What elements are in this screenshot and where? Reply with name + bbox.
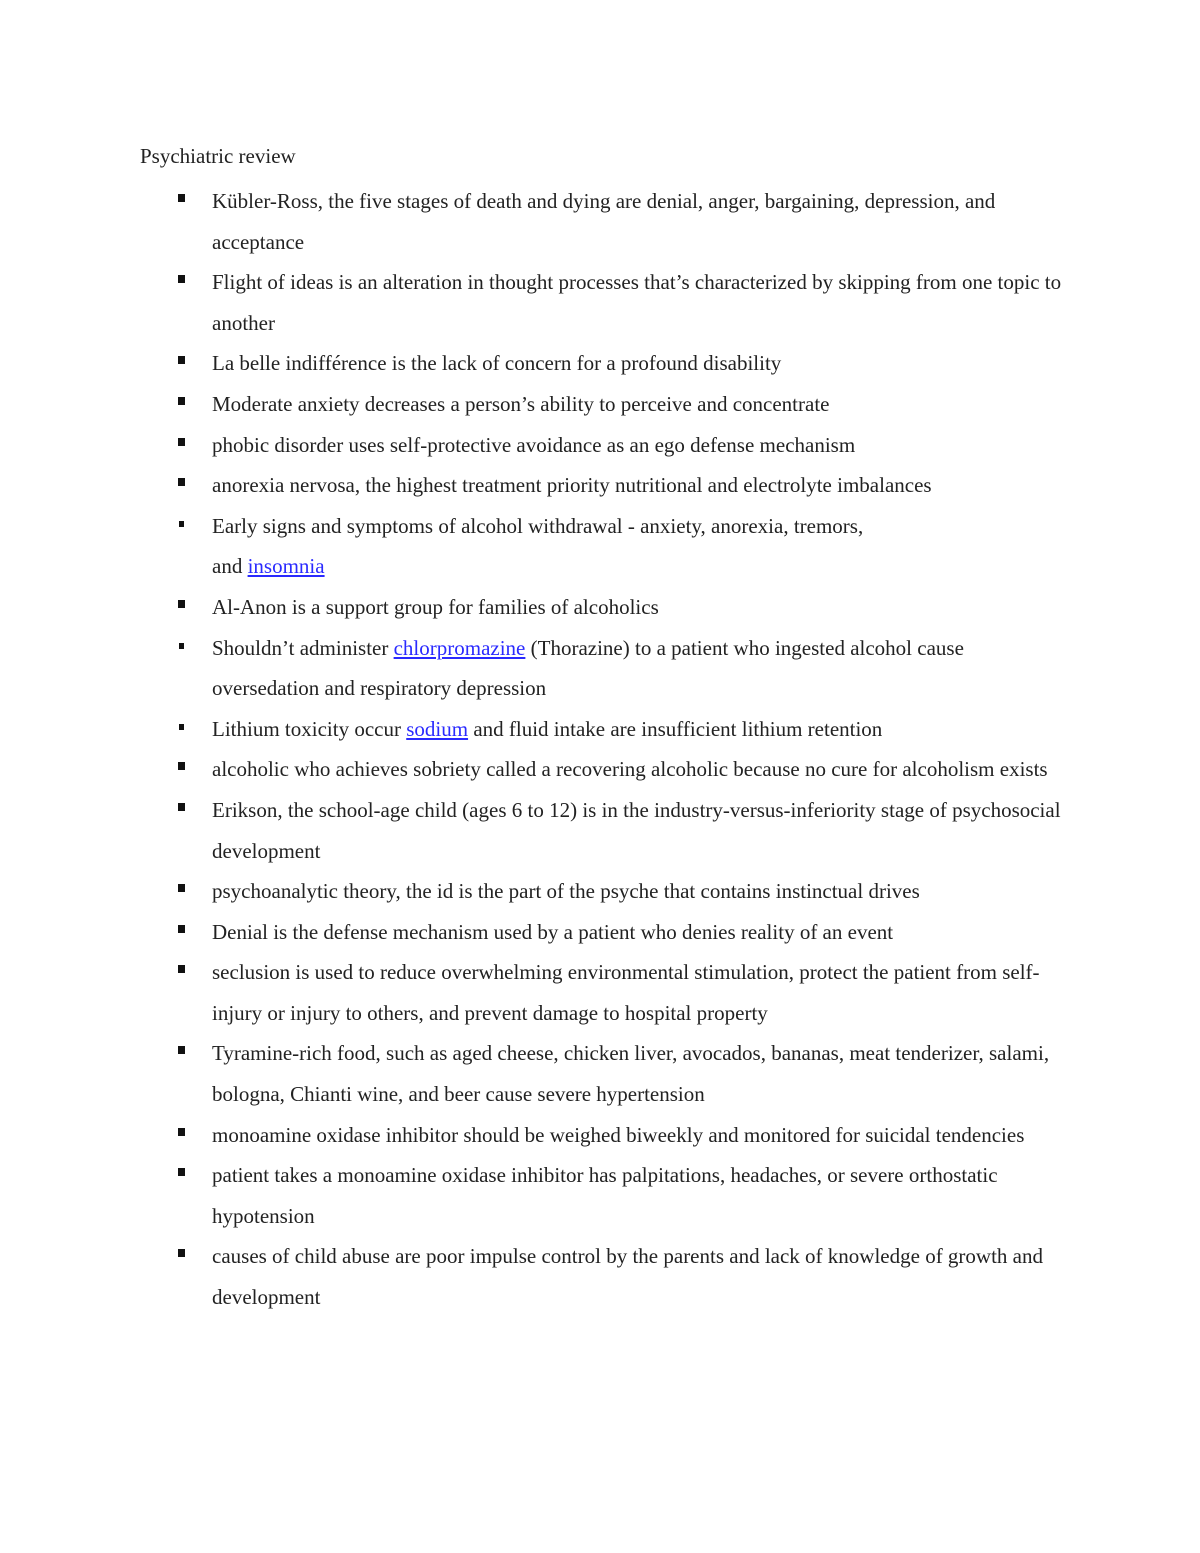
list-item bbox=[140, 1033, 1070, 1114]
list-item bbox=[140, 871, 1070, 912]
list-item bbox=[140, 628, 1070, 709]
list-item bbox=[140, 181, 1070, 262]
list-item bbox=[140, 262, 1070, 343]
list-item-text: anorexia nervosa, the highest treatment priority nutritional and electrolyte imbalances bbox=[212, 473, 932, 498]
list-item bbox=[140, 1115, 1070, 1156]
square-bullet-icon bbox=[179, 521, 184, 527]
list-item-text: Flight of ideas is an alteration in thought processes that’s characterized by skipping from one topic to another bbox=[212, 270, 1062, 335]
square-bullet-icon bbox=[178, 600, 185, 608]
list-item-text: Tyramine-rich food, such as aged cheese, chicken liver, avocados, bananas, meat tenderizer, salami, bologna, Chianti wine, and beer cause severe hypertension bbox=[212, 1041, 1050, 1107]
list-item bbox=[140, 912, 1070, 953]
bullet-list bbox=[140, 181, 1070, 1318]
list-item bbox=[140, 465, 1070, 506]
square-bullet-icon bbox=[178, 356, 185, 364]
document-title: Psychiatric review bbox=[140, 144, 296, 168]
list-item bbox=[140, 506, 1070, 587]
square-bullet-icon bbox=[179, 643, 184, 649]
list-item-text: Shouldn’t administer bbox=[212, 635, 394, 660]
list-item bbox=[140, 425, 1070, 466]
square-bullet-icon bbox=[178, 397, 185, 405]
list-item-text: seclusion is used to reduce overwhelming environmental stimulation, protect the patient from self-injury or injury to others, and prevent damage to hospital property bbox=[212, 960, 1040, 1025]
hyperlink[interactable]: insomnia bbox=[247, 554, 325, 579]
list-item-text: Denial is the defense mechanism used by a patient who denies reality of an event bbox=[212, 919, 894, 944]
square-bullet-icon bbox=[178, 478, 185, 486]
list-item bbox=[140, 709, 1070, 750]
square-bullet-icon bbox=[178, 275, 185, 283]
square-bullet-icon bbox=[178, 1128, 185, 1136]
list-item-text: and bbox=[212, 554, 248, 579]
list-item bbox=[140, 343, 1070, 384]
list-item bbox=[140, 1236, 1070, 1317]
square-bullet-icon bbox=[178, 762, 185, 770]
hyperlink[interactable]: sodium bbox=[406, 716, 469, 741]
list-item-text: Al-Anon is a support group for families of alcoholics bbox=[212, 594, 659, 619]
list-item-text: Moderate anxiety decreases a person’s ability to perceive and concentrate bbox=[212, 391, 830, 416]
list-item-text: alcoholic who achieves sobriety called a recovering alcoholic because no cure for alcoholism exists bbox=[212, 757, 1048, 782]
square-bullet-icon bbox=[178, 1249, 185, 1257]
list-item-text: phobic disorder uses self-protective avoidance as an ego defense mechanism bbox=[212, 432, 856, 457]
list-item-text: Early signs and symptoms of alcohol withdrawal - anxiety, anorexia, tremors, bbox=[212, 513, 864, 538]
list-item-text: causes of child abuse are poor impulse control by the parents and lack of knowledge of growth and development bbox=[212, 1244, 1043, 1310]
square-bullet-icon bbox=[178, 1046, 185, 1054]
square-bullet-icon bbox=[178, 438, 185, 446]
list-item bbox=[140, 1155, 1070, 1236]
square-bullet-icon bbox=[178, 884, 185, 892]
square-bullet-icon bbox=[178, 194, 185, 202]
square-bullet-icon bbox=[178, 803, 185, 811]
list-item-text: and fluid intake are insufficient lithium retention bbox=[468, 716, 883, 741]
list-item-text: La belle indifférence is the lack of concern for a profound disability bbox=[212, 351, 782, 376]
list-item bbox=[140, 952, 1070, 1033]
square-bullet-icon bbox=[178, 965, 185, 973]
list-item-text: Lithium toxicity occur bbox=[212, 716, 407, 741]
list-item bbox=[140, 790, 1070, 871]
square-bullet-icon bbox=[178, 925, 185, 933]
list-item bbox=[140, 587, 1070, 628]
square-bullet-icon bbox=[178, 1168, 185, 1176]
list-item-text: patient takes a monoamine oxidase inhibitor has palpitations, headaches, or severe orthostatic hypotension bbox=[212, 1163, 998, 1228]
list-item-text: Kübler-Ross, the five stages of death and dying are denial, anger, bargaining, depression, and acceptance bbox=[212, 189, 996, 254]
list-item bbox=[140, 384, 1070, 425]
list-item-text: (Thorazine) to a patient who ingested alcohol cause oversedation and respiratory depression bbox=[212, 635, 964, 701]
square-bullet-icon bbox=[179, 724, 184, 730]
list-item bbox=[140, 749, 1070, 790]
list-item-text: psychoanalytic theory, the id is the part of the psyche that contains instinctual drives bbox=[212, 879, 920, 904]
list-item-text: Erikson, the school-age child (ages 6 to 12) is in the industry-versus-inferiority stage of psychosocial development bbox=[212, 797, 1061, 863]
list-item-text: monoamine oxidase inhibitor should be weighed biweekly and monitored for suicidal tendencies bbox=[212, 1122, 1025, 1147]
hyperlink[interactable]: chlorpromazine bbox=[393, 635, 526, 660]
